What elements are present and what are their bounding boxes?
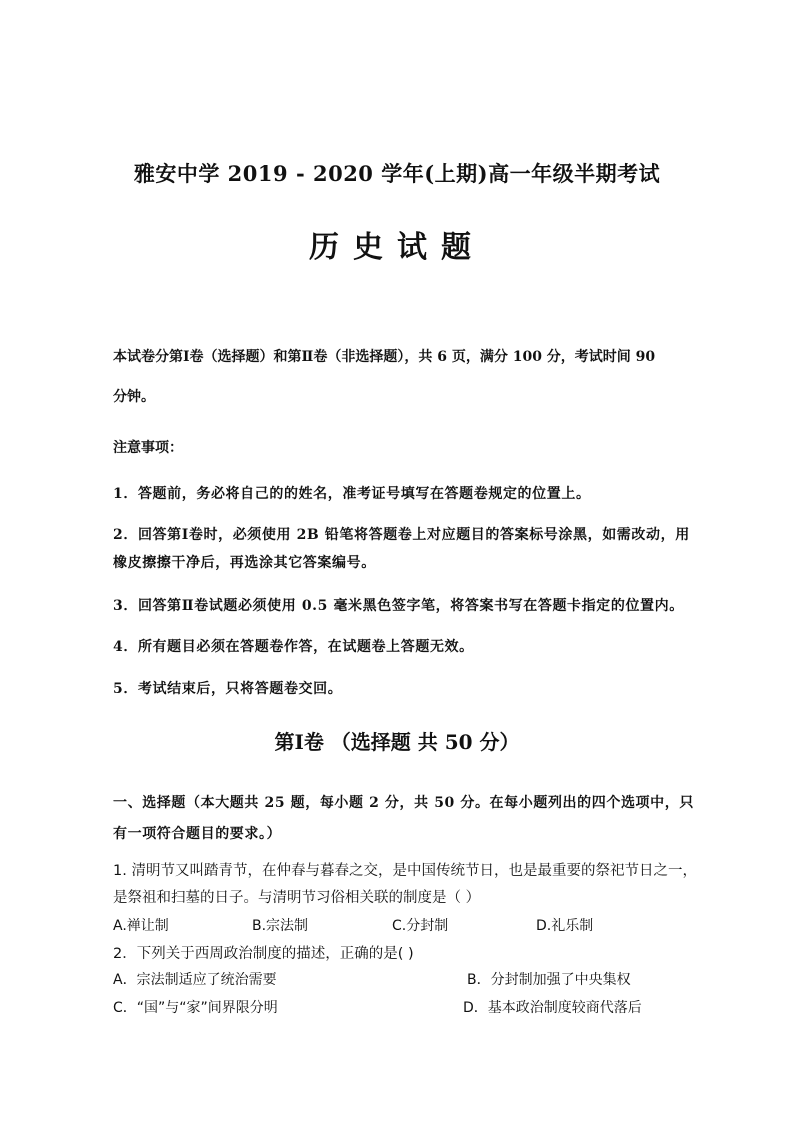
question-2-option-b: B．分封制加强了中央集权: [467, 972, 631, 988]
question-2-stem: 2．下列关于西周政治制度的描述，正确的是( ): [113, 946, 414, 962]
question-1-option-d: D.礼乐制: [536, 918, 594, 934]
note-item: 2．回答第Ⅰ卷时，必须使用 2B 铅笔将答题卷上对应题目的答案标号涂黑，如需改动，用: [113, 527, 690, 543]
note-item: 4．所有题目必须在答题卷作答，在试题卷上答题无效。: [113, 639, 474, 655]
note-item: 5．考试结束后，只将答题卷交回。: [113, 681, 343, 697]
intro-line-2: 分钟。: [113, 389, 155, 405]
question-1-option-b: B.宗法制: [252, 918, 309, 934]
section-title: 第Ⅰ卷 （选择题 共 50 分）: [274, 730, 520, 754]
note-item: 3．回答第Ⅱ卷试题必须使用 0.5 毫米黑色签字笔，将答案书写在答题卡指定的位置内。: [113, 598, 684, 614]
subject-title: 历史试题: [309, 230, 485, 265]
note-item: 橡皮擦擦干净后，再选涂其它答案编号。: [113, 555, 376, 571]
intro-line-1: 本试卷分第Ⅰ卷（选择题）和第Ⅱ卷（非选择题），共 6 页，满分 100 分，考试时间 90: [113, 349, 656, 365]
question-1-stem-line-1: 1. 清明节又叫踏青节，在仲春与暮春之交，是中国传统节日，也是最重要的祭祀节日之一，: [113, 863, 697, 879]
exam-title: 雅安中学 2019 - 2020 学年(上期)高一年级半期考试: [133, 161, 661, 186]
question-2-option-c: C．“国”与“家”间界限分明: [113, 1000, 278, 1016]
question-2-option-d: D．基本政治制度较商代落后: [463, 1000, 642, 1016]
question-1-stem-line-2: 是祭祖和扫墓的日子。与清明节习俗相关联的制度是（ ）: [113, 890, 481, 906]
notes-heading: 注意事项：: [113, 440, 183, 456]
question-1-option-a: A.禅让制: [113, 918, 169, 934]
question-1-option-c: C.分封制: [392, 918, 449, 934]
question-2-option-a: A．宗法制适应了统治需要: [113, 972, 277, 988]
section-instructions-line-2: 有一项符合题目的要求。）: [113, 826, 282, 842]
section-instructions-line-1: 一、选择题（本大题共 25 题，每小题 2 分，共 50 分。在每小题列出的四个选项中，只: [113, 795, 694, 811]
note-item: 1．答题前，务必将自己的的姓名，准考证号填写在答题卷规定的位置上。: [113, 486, 591, 502]
